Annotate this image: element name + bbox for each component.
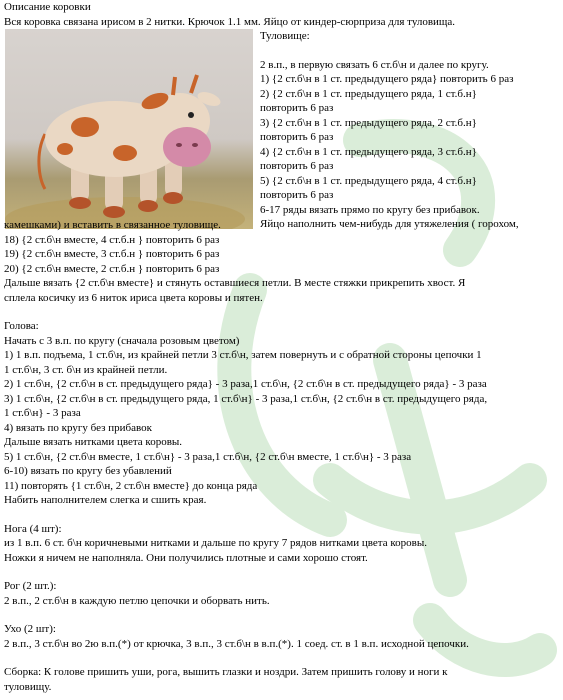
- assembly-line: Сборка: К голове пришить уши, рога, вышить глазки и ноздри. Затем пришить голову и ноги к: [4, 666, 448, 678]
- head-line: 5) 1 ст.б\н, {2 ст.б\н вместе, 1 ст.б\н} - 3 раза,1 ст.б\н, {2 ст.б\н вместе, 1 ст.б\н} - 3 раза: [4, 450, 412, 463]
- head-line: 4) вязать по кругу без прибавок: [4, 421, 152, 434]
- section-title-horn: Рог (2 шт.):: [4, 580, 57, 592]
- main-instructions: [4, 218, 560, 694]
- document-page: [4, 0, 560, 693]
- body-line: Дальше вязать {2 ст.б\н вместе} и стянуть оставшиеся петли. В месте стяжки прикрепить хвост. Я: [4, 277, 466, 289]
- body-instructions: [260, 29, 560, 232]
- head-line: 1) 1 в.п. подъема, 1 ст.б\н, из крайней петли 3 ст.б\н, затем повернуть и с обратной стороны цепочки 1: [4, 349, 482, 361]
- section-title-head: Голова:: [4, 320, 39, 332]
- head-line: 11) повторять {1 ст.б\н, 2 ст.б\н вместе} до конца ряда: [4, 479, 258, 492]
- head-line: Набить наполнителем слегка и сшить края.: [4, 494, 207, 506]
- head-line: 1 ст.б\н, 3 ст. б\н из крайней петли.: [4, 363, 168, 376]
- body-line: 20) {2 ст.б\н вместе, 2 ст.б.н } повторить 6 раз: [4, 262, 220, 275]
- ear-line: 2 в.п., 3 ст.б\н во 2ю в.п.(*) от крючка, 3 в.п., 3 ст.б\н в в.п.(*). 1 соед. ст. в 1 в.п. исходной цепочки.: [4, 637, 469, 650]
- body-line: Яйцо наполнить чем-нибудь для утяжеления ( горохом,: [260, 218, 519, 230]
- body-line: 4) {2 ст.б\н в 1 ст. предыдущего ряда, 3 ст.б.н}: [260, 145, 477, 158]
- body-line: 1) {2 ст.б\н в 1 ст. предыдущего ряда} повторить 6 раз: [260, 73, 514, 85]
- body-line: повторить 6 раз: [260, 189, 334, 201]
- doc-heading: Описание коровки: [4, 1, 91, 13]
- crocheted-cow-image: [5, 29, 253, 229]
- body-line: 6-17 ряды вязать прямо по кругу без прибавок.: [260, 203, 480, 216]
- head-line: 1 ст.б\н} - 3 раза: [4, 407, 81, 419]
- cow-photo: [5, 29, 253, 229]
- body-line: 18) {2 ст.б\н вместе, 4 ст.б.н } повторить 6 раз: [4, 233, 220, 246]
- head-line: 3) 1 ст.б\н, {2 ст.б\н в ст. предыдущего ряда, 1 ст.б\н} - 3 раза,1 ст.б\н, {2 ст.б\н в ст. предыдущего ряда,: [4, 392, 488, 405]
- section-title-legs: Нога (4 шт):: [4, 522, 62, 535]
- head-line: Начать с 3 в.п. по кругу (сначала розовым цветом): [4, 334, 240, 347]
- assembly-line: туловищу.: [4, 680, 52, 693]
- head-line: Дальше вязать нитками цвета коровы.: [4, 436, 183, 448]
- body-line: повторить 6 раз: [260, 160, 334, 172]
- body-line: 2 в.п., в первую связать 6 ст.б\н и далее по кругу.: [260, 58, 489, 71]
- section-title-body: Туловище:: [260, 30, 310, 42]
- intro-text: Вся коровка связана ирисом в 2 нитки. Крючок 1.1 мм. Яйцо от киндер-сюрприза для туловища.: [4, 15, 456, 28]
- head-line: 2) 1 ст.б\н, {2 ст.б\н в ст. предыдущего ряда} - 3 раза,1 ст.б\н, {2 ст.б\н в ст. предыдущего ряда} - 3 раза: [4, 378, 487, 390]
- body-line: 3) {2 ст.б\н в 1 ст. предыдущего ряда, 2 ст.б.н}: [260, 116, 477, 129]
- legs-line: Ножки я ничем не наполняла. Они получились плотные и сами хорошо стоят.: [4, 551, 368, 564]
- body-line: повторить 6 раз: [260, 102, 334, 114]
- section-title-ear: Ухо (2 шт):: [4, 623, 56, 635]
- body-line: 5) {2 ст.б\н в 1 ст. предыдущего ряда, 4 ст.б.н}: [260, 174, 477, 187]
- body-line: камешками) и вставить в связанное туловище.: [4, 219, 221, 231]
- body-line: 19) {2 ст.б\н вместе, 3 ст.б.н } повторить 6 раз: [4, 248, 220, 260]
- body-line: 2) {2 ст.б\н в 1 ст. предыдущего ряда, 1 ст.б.н}: [260, 87, 477, 100]
- body-line: сплела косичку из 6 ниток ириса цвета коровы и пятен.: [4, 291, 263, 304]
- body-line: повторить 6 раз: [260, 131, 334, 143]
- head-line: 6-10) вязать по кругу без убавлений: [4, 465, 172, 477]
- horn-line: 2 в.п., 2 ст.б\н в каждую петлю цепочки и оборвать нить.: [4, 594, 270, 607]
- legs-line: из 1 в.п. 6 ст. б\н коричневыми нитками и дальше по кругу 7 рядов нитками цвета коровы.: [4, 537, 427, 549]
